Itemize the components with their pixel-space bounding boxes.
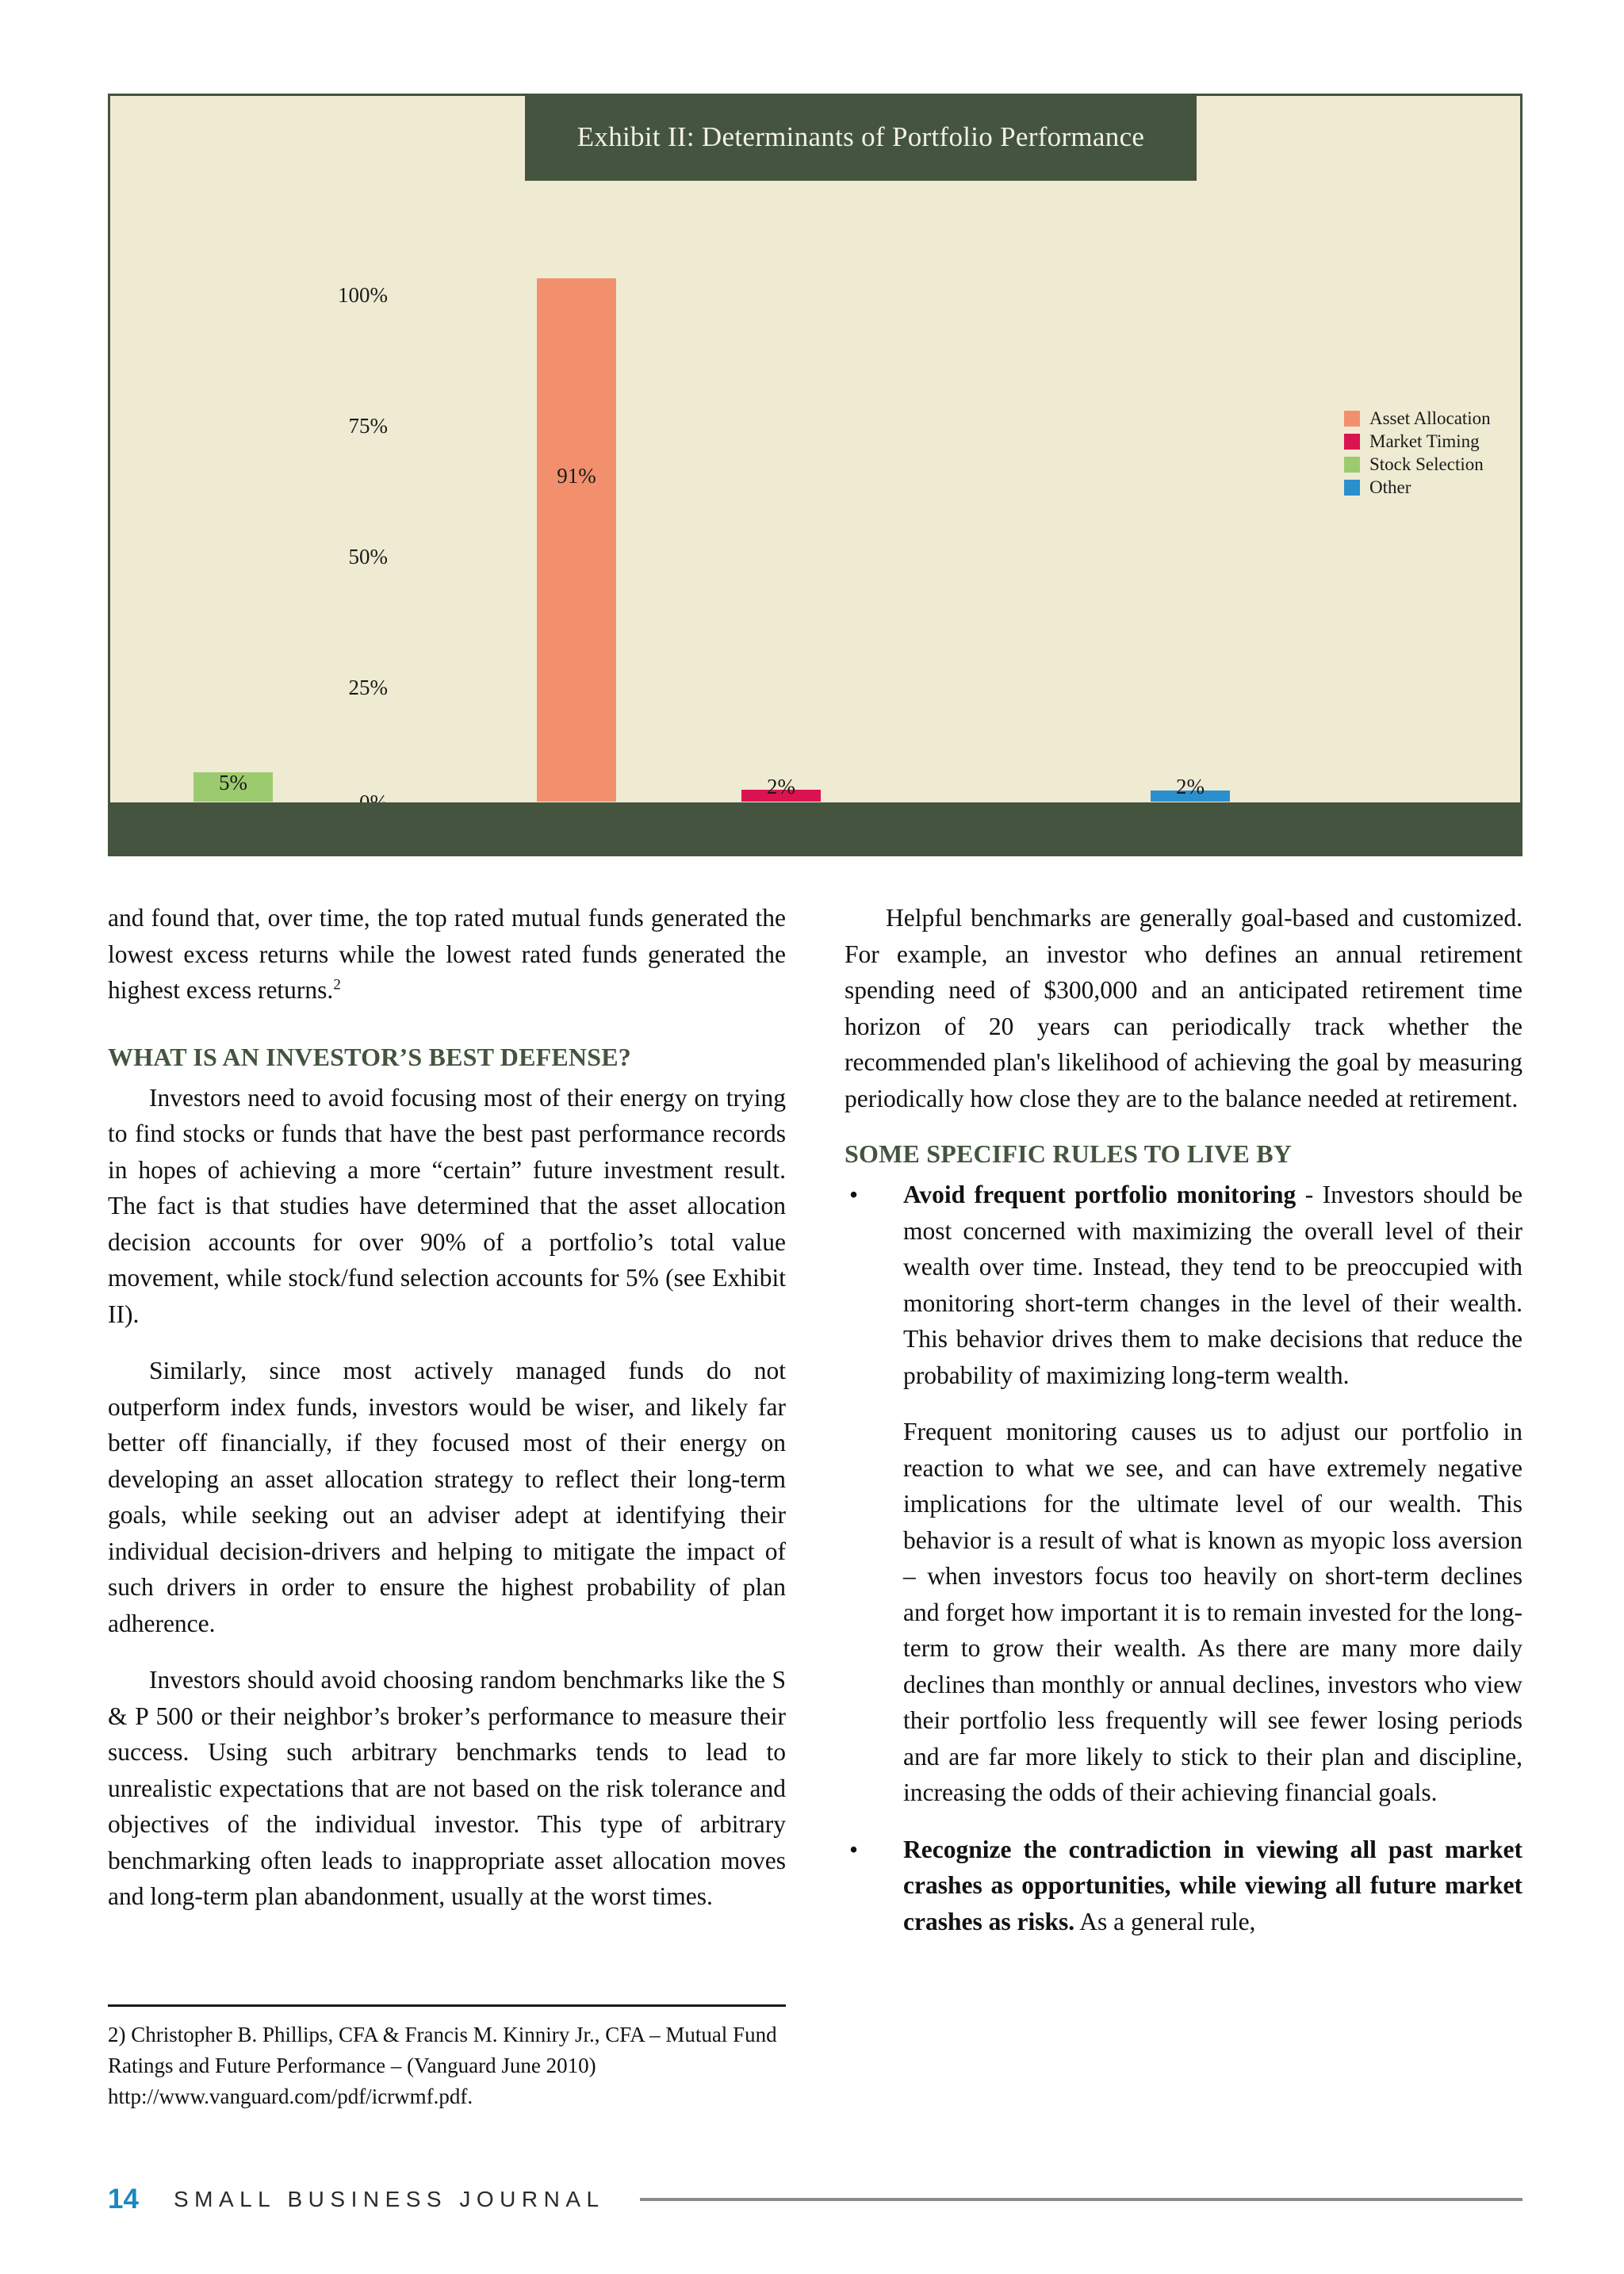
legend-swatch-icon: [1344, 411, 1360, 427]
legend-item-other: [1344, 476, 1550, 499]
legend-item-stock-selection: [1344, 453, 1550, 476]
exhibit-title: Exhibit II: Determinants of Portfolio Performance: [576, 121, 1145, 152]
y-tick-75: 75%: [348, 414, 388, 438]
chart-plot-area: [110, 96, 1520, 854]
rule-1-continuation: Frequent monitoring causes us to adjust our portfolio in reaction to what we see, and can have extremely negative implications for the ultimate level of our wealth. This behavior is a result of what is known as myopic loss aversion – when investors focus too heavily on short-term declines and forget how important it is to remain invested for the long-term to grow their wealth. As there are many more daily declines than monthly or annual declines, investors who view their portfolio less frequently will see fewer losing periods and are far more likely to stick to their plan and discipline, increasing the odds of their achieving financial goals.: [903, 1418, 1522, 1806]
exhibit-bottom-band: [108, 802, 1522, 856]
paragraph-3: Investors should avoid choosing random benchmarks like the S & P 500 or their neighbor’s broker’s performance to measure their success. Using such arbitrary benchmarks tends to lead to unrealistic expectations that are not based on the risk tolerance and objectives of the individual investor. This type of arbitrary benchmarking often leads to inappropriate asset allocation moves and long-term plan abandonment, usually at the worst times.: [108, 1666, 786, 1910]
bar-slot-stock-selection: [110, 215, 356, 802]
page-footer: [108, 2176, 1522, 2223]
footnote-divider: [108, 2004, 786, 2007]
heading-investors-best-defense: WHAT IS AN INVESTOR’S BEST DEFENSE?: [108, 1042, 631, 1071]
bar-slot-market-timing: [658, 215, 904, 802]
legend-label-other: Other: [1369, 477, 1411, 497]
journal-name: SMALL BUSINESS JOURNAL: [173, 2187, 605, 2211]
rules-list: [845, 1177, 1522, 1939]
footnote-block: [108, 2004, 786, 2112]
chart-legend: [1344, 407, 1550, 499]
exhibit-title-banner: [525, 94, 1197, 181]
legend-swatch-icon: [1344, 457, 1360, 473]
right-column: [845, 900, 1522, 2125]
y-tick-50: 50%: [348, 545, 388, 568]
y-tick-100: 100%: [338, 283, 388, 307]
left-column: [108, 900, 786, 2125]
paragraph-1: Investors need to avoid focusing most of their energy on trying to find stocks or funds that have the best past performance records in hopes of achieving a more “certain” future investment result. The fact is that studies have determined that the asset allocation decision accounts for over 90% of a portfolio’s total value movement, while stock/fund selection accounts for 5% (see Exhibit II).: [108, 1083, 786, 1328]
rule-2-lead: Recognize the contradiction in viewing all past market crashes as opportunities, while viewing all future market crashes as risks.: [903, 1835, 1522, 1935]
bar-value-market-timing: 2%: [767, 775, 795, 798]
page-number: 14: [108, 2184, 139, 2215]
bullet-icon: •: [849, 1835, 859, 1863]
rule-item-2: [845, 1832, 1522, 1940]
rule-1-rest: - Investors should be most concerned with maximizing the overall level of their wealth over time. Instead, they tend to be preoccupied with monitoring short-term changes in the level of their wealth. This behavior drives them to make decisions that reduce the probability of maximizing long-term wealth.: [903, 1181, 1522, 1389]
legend-swatch-icon: [1344, 434, 1360, 450]
legend-swatch-icon: [1344, 480, 1360, 496]
bar-slot-other: [1067, 215, 1313, 802]
rule-item-1: [845, 1177, 1522, 1811]
bar-value-stock-selection: 5%: [219, 771, 247, 794]
bar-asset-allocation: [537, 278, 616, 802]
paragraph-continued: [108, 900, 786, 1009]
bar-value-other: 2%: [1176, 775, 1205, 798]
y-tick-25: 25%: [348, 676, 388, 699]
bar-value-asset-allocation: 91%: [557, 464, 596, 488]
heading-rules-to-live-by: SOME SPECIFIC RULES TO LIVE BY: [845, 1139, 1293, 1168]
legend-label-asset-allocation: Asset Allocation: [1369, 408, 1491, 428]
bullet-icon: •: [849, 1181, 859, 1208]
legend-item-market-timing: [1344, 430, 1550, 453]
legend-label-market-timing: Market Timing: [1369, 431, 1480, 451]
rule-1-main: [903, 1177, 1522, 1393]
rule-2-main: [903, 1832, 1522, 1940]
footer-divider: [640, 2198, 1522, 2201]
paragraph-continued-text: and found that, over time, the top rated mutual funds generated the lowest excess returns while the lowest rated funds generated the highest excess returns.: [108, 904, 786, 1004]
legend-item-asset-allocation: [1344, 407, 1550, 430]
article-body: [108, 900, 1522, 2125]
footnote-text: 2) Christopher B. Phillips, CFA & Francis M. Kinniry Jr., CFA – Mutual Fund Ratings and Future Performance – (Vanguard June 2010) http://www.vanguard.com/pdf/icrwmf.pdf.: [108, 2023, 777, 2108]
paragraph-2: Similarly, since most actively managed funds do not outperform index funds, investors would be wiser, and likely far better off financially, if they focused most of their energy on developing an asset allocation strategy to reflect their long-term goals, while seeking out an adviser adept at identifying their individual decision-drivers and helping to mitigate the impact of such drivers in order to ensure the highest probability of plan adherence.: [108, 1357, 786, 1637]
paragraph-helpful-benchmarks: Helpful benchmarks are generally goal-based and customized. For example, an investor who defines an annual retirement spending need of $300,000 and an anticipated retirement time horizon of 20 years can periodically track whether the recommended plan's likelihood of achieving the goal by measuring periodically how close they are to the balance needed at retirement.: [845, 904, 1522, 1112]
rule-1-lead: Avoid frequent portfolio monitoring: [903, 1181, 1297, 1208]
footnote-marker: 2: [333, 976, 341, 993]
rule-2-rest: As a general rule,: [1074, 1907, 1256, 1935]
legend-label-stock-selection: Stock Selection: [1369, 454, 1484, 474]
exhibit-chart-panel: [108, 94, 1522, 856]
